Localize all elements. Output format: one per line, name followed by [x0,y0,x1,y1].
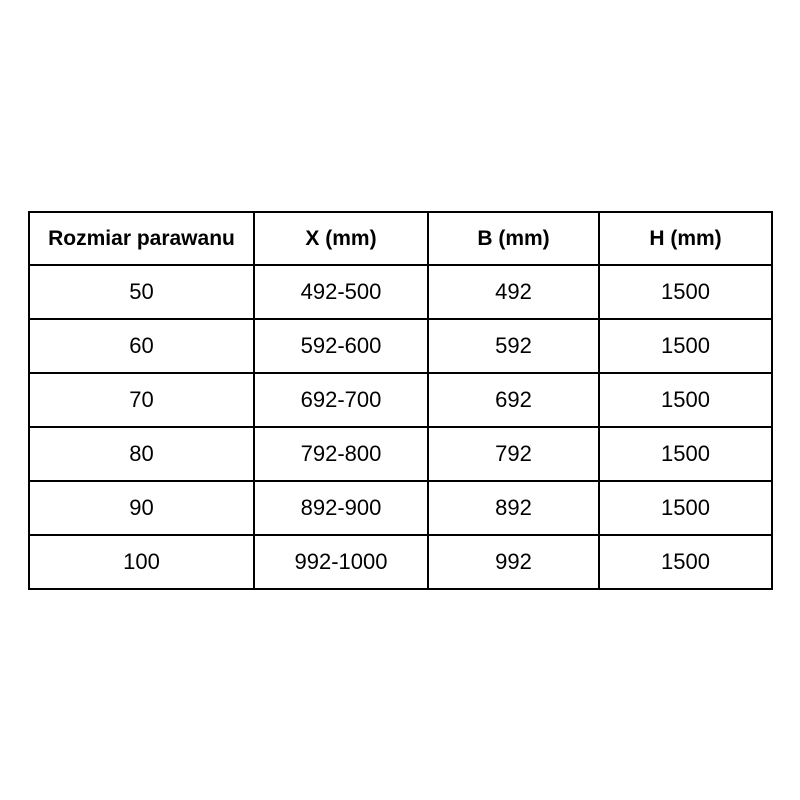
cell-b: 992 [428,535,599,589]
cell-x: 492-500 [254,265,428,319]
header-b-mm: B (mm) [428,212,599,265]
table-row [29,319,772,373]
table-row [29,265,772,319]
cell-size: 70 [29,373,254,427]
cell-h: 1500 [599,373,772,427]
cell-size: 100 [29,535,254,589]
cell-h: 1500 [599,535,772,589]
cell-size: 50 [29,265,254,319]
cell-x: 592-600 [254,319,428,373]
cell-x: 892-900 [254,481,428,535]
table-row [29,427,772,481]
cell-x: 692-700 [254,373,428,427]
cell-h: 1500 [599,427,772,481]
cell-x: 992-1000 [254,535,428,589]
cell-x: 792-800 [254,427,428,481]
cell-b: 492 [428,265,599,319]
table-row [29,373,772,427]
size-table [28,211,773,590]
cell-b: 692 [428,373,599,427]
header-x-mm: X (mm) [254,212,428,265]
cell-size: 90 [29,481,254,535]
table-row [29,481,772,535]
cell-b: 892 [428,481,599,535]
cell-h: 1500 [599,319,772,373]
header-h-mm: H (mm) [599,212,772,265]
table-header-row [29,212,772,265]
cell-h: 1500 [599,265,772,319]
cell-size: 80 [29,427,254,481]
cell-h: 1500 [599,481,772,535]
header-rozmiar-parawanu: Rozmiar parawanu [29,212,254,265]
cell-b: 792 [428,427,599,481]
cell-b: 592 [428,319,599,373]
cell-size: 60 [29,319,254,373]
table-row [29,535,772,589]
